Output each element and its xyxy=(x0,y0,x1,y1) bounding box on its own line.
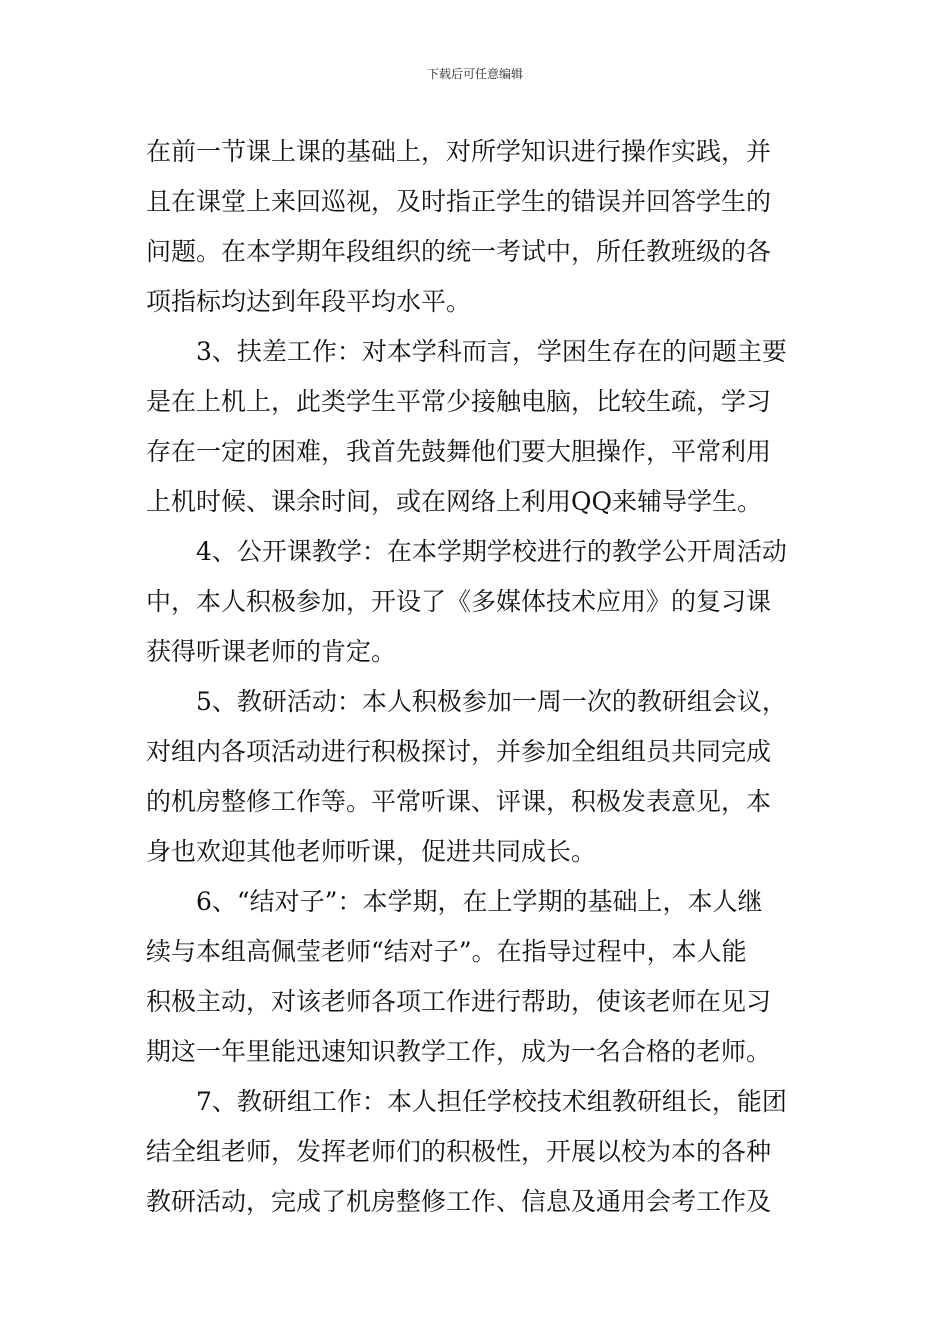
paragraph-open-class xyxy=(146,527,810,677)
text-line: 5、教研活动：本人积极参加一周一次的教研组会议， xyxy=(196,687,787,716)
text-line: 7、教研组工作：本人担任学校技术组教研组长，能团 xyxy=(196,1087,787,1116)
text-line: 问题。在本学期年段组织的统一考试中，所任教班级的各 xyxy=(146,237,772,266)
text-line: 存在一定的困难，我首先鼓舞他们要大胆操作，平常利用 xyxy=(146,437,772,466)
paragraph-mentoring xyxy=(146,877,810,1077)
document-body xyxy=(146,127,810,1227)
text-line: 结全组老师，发挥老师们的积极性，开展以校为本的各种 xyxy=(146,1137,772,1166)
text-line: 的机房整修工作等。平常听课、评课，积极发表意见，本 xyxy=(146,787,772,816)
text-line: 项指标均达到年段平均水平。 xyxy=(146,287,472,316)
text-line: 且在课堂上来回巡视，及时指正学生的错误并回答学生的 xyxy=(146,187,772,216)
paragraph-remedial-work xyxy=(146,327,810,527)
text-line: 是在上机上，此类学生平常少接触电脑，比较生疏，学习 xyxy=(146,387,772,416)
text-line: 在前一节课上课的基础上，对所学知识进行操作实践，并 xyxy=(146,137,772,166)
text-line: 3、扶差工作：对本学科而言，学困生存在的问题主要 xyxy=(196,337,787,366)
text-line: 6、“结对子”：本学期，在上学期的基础上，本人继 xyxy=(196,887,763,916)
text-line: 4、公开课教学：在本学期学校进行的教学公开周活动 xyxy=(196,537,787,566)
text-line: 身也欢迎其他老师听课，促进共同成长。 xyxy=(146,837,597,866)
page-header-note: 下载后可任意编辑 xyxy=(426,67,523,81)
text-line: 教研活动，完成了机房整修工作、信息及通用会考工作及 xyxy=(146,1187,772,1216)
paragraph-research-group xyxy=(146,1077,810,1227)
text-line: 获得听课老师的肯定。 xyxy=(146,637,397,666)
text-line: 期这一年里能迅速知识教学工作，成为一名合格的老师。 xyxy=(146,1037,772,1066)
text-line: 积极主动，对该老师各项工作进行帮助，使该老师在见习 xyxy=(146,987,772,1016)
text-line: 中，本人积极参加，开设了《多媒体技术应用》的复习课 xyxy=(146,587,772,616)
text-line: 对组内各项活动进行积极探讨，并参加全组组员共同完成 xyxy=(146,737,772,766)
paragraph-research-activity xyxy=(146,677,810,877)
text-line: 续与本组高佩莹老师“结对子”。在指导过程中，本人能 xyxy=(146,937,747,966)
text-line: 上机时候、课余时间，或在网络上利用QQ来辅导学生。 xyxy=(146,487,762,516)
paragraph-teaching-practice xyxy=(146,127,810,327)
